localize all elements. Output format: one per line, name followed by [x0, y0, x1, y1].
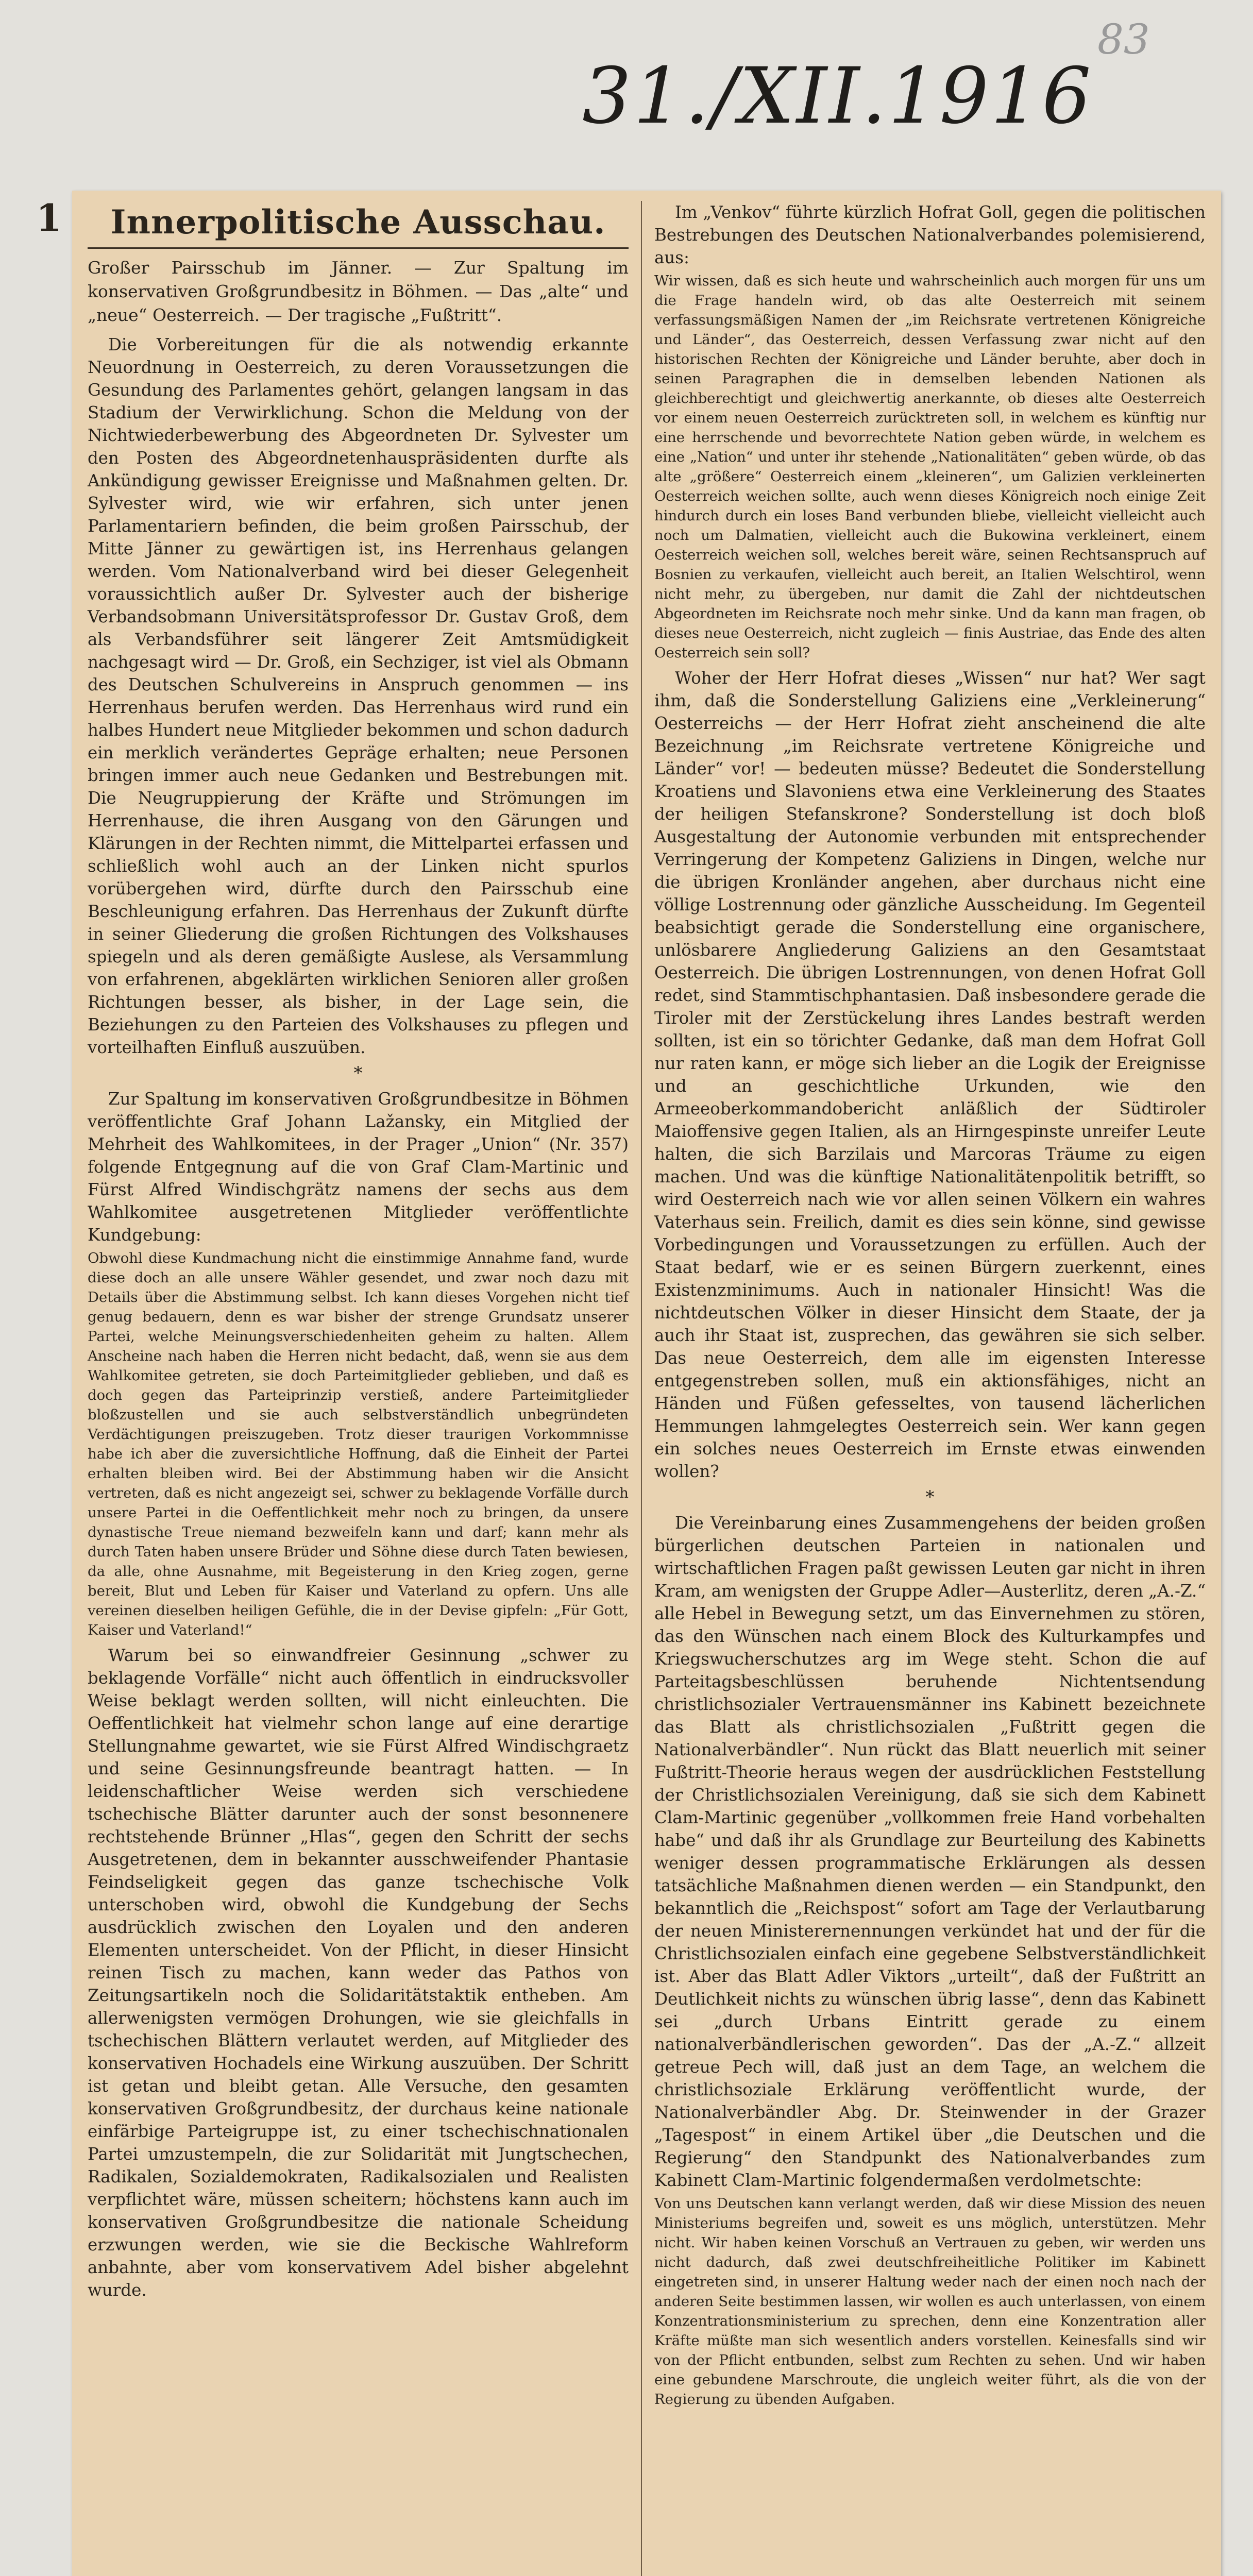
archive-page-number: 83 [1097, 15, 1150, 63]
paragraph-hofrat-wissen: Woher der Herr Hofrat dieses „Wissen“ nur hat? Wer sagt ihm, daß die Sonderstellung Galiziens eine „Verkleinerung“ Oesterreichs — der Herr Hofrat zieht anscheinend die alte Bezeichnung „im Reichsrate vertretene Königreiche und Länder“ vor! — bedeuten müsse? Bedeutet die Sonderstellung Kroatiens und Slavoniens etwa eine Verkleinerung des Staates der heiligen Stefanskrone? Sonderstellung ist doch bloß Ausgestaltung der Autonomie verbunden mit entsprechender Verringerung der Kompetenz Galiziens in Dingen, welche nur die übrigen Kronländer angehen, aber durchaus nicht eine völlige Lostrennung oder gänzliche Ausscheidung. Im Gegenteil beabsichtigt gerade die Sonderstellung eine organischere, unlösbarere Angliederung Galiziens an den Gesamtstaat Oesterreich. Die übrigen Lostrennungen, von denen Hofrat Goll redet, sind Stammtischphantasien. Daß insbesondere gerade die Tiroler mit der Zerstückelung ihres Landes bestraft werden sollten, ist ein so törichter Gedanke, daß man dem Hofrat Goll nur raten kann, er möge sich lieber an die Logik der Ereignisse und an geschichtliche Urkunden, wie den Armeeoberkommandobericht anläßlich der Südtiroler Maioffensive gegen Italien, als an Hirngespinste unreifer Leute halten, die sich Barzilais und Marcoras Träume zu eigen machen. Und was die künftige Nationalitätenpolitik betrifft, so wird Oesterreich nach wie vor allen seinen Völkern ein wahres Vaterhaus sein. Freilich, damit es dies sein könne, sind gewisse Vorbedingungen und Voraussetzungen zu erfüllen. Auch der Staat bedarf, wie er es seinen Bürgern zuerkennt, eines Existenzminimums. Auch in nationaler Hinsicht! Was die nichtdeutschen Völker in dieser Hinsicht dem Staate, der ja auch ihr Staat ist, zusprechen, das gewähren sie sich selber. Das neue Oesterreich, dem alle im eigensten Interesse entgegenstreben sollen, muß ein aktionsfähiges, nicht an Händen und Füßen gefesseltes, von tausend lächerlichen Hemmungen lahmgelegtes Oesterreich sein. Wer kann gegen ein solches neues Oesterreich im Ernste etwas einwenden wollen? [654, 668, 1206, 1481]
quote-lazansky: Obwohl diese Kundmachung nicht die einstimmige Annahme fand, wurde diese doch an alle unsere Wähler gesendet, und zwar noch dazu mit Details über die Abstimmung selbst. Ich kann dieses Vorgehen nicht tief genug bedauern, denn es war bisher der strenge Grundsatz unserer Partei, welche Meinungsverschiedenheiten geheim zu halten. Allem Anscheine nach haben die Herren nicht bedacht, daß, wenn sie aus dem Wahlkomitee getreten, sie doch Parteimitglieder geblieben, und daß es doch gegen das Parteiprinzip verstieß, andere Parteimitglieder bloßzustellen und sie auch selbstverständlich unbegründeten Verdächtigungen preiszugeben. Trotz dieser traurigen Vorkommnisse habe ich aber die zuversichtliche Hoffnung, daß die Einheit der Partei erhalten bleiben wird. Bei der Abstimmung haben wir die Ansicht vertreten, daß es nicht angezeigt sei, schwer zu beklagende Vorfälle durch unsere Partei in die Oeffentlichkeit mehr noch zu bringen, da unsere dynastische Treue niemand bezweifeln kann und darf; kann mehr als durch Taten haben unsere Brüder und Söhne diese durch Taten bewiesen, da alle, ohne Ausnahme, mit Begeisterung in den Krieg zogen, gerne bereit, Blut und Leben für Kaiser und Vaterland zu opfern. Uns alle vereinen dieselben heiligen Gefühle, die in der Devise gipfeln: „Für Gott, Kaiser und Vaterland!“ [88, 1250, 629, 1638]
newspaper-clipping-main [72, 191, 1221, 2576]
paragraph-pairsschub: Die Vorbereitungen für die als notwendig erkannte Neuordnung in Oesterreich, zu deren Voraussetzungen die Gesundung des Parlamentes gehört, gelangen langsam in das Stadium der Verwirklichung. Schon die Meldung von der Nichtwiederbewerbung des Abgeordneten Dr. Sylvester um den Posten des Abgeordnetenhauspräsidenten durfte als Ankündigung gewisser Ereignisse und Maßnahmen gelten. Dr. Sylvester wird, wie wir erfahren, sich unter jenen Parlamentariern befinden, die beim großen Pairsschub, der Mitte Jänner zu gewärtigen ist, ins Herrenhaus gelangen werden. Vom Nationalverband wird bei dieser Gelegenheit voraussichtlich außer Dr. Sylvester auch der bisherige Verbandsobmann Universitätsprofessor Dr. Gustav Groß, dem als Verbandsführer seit längerer Zeit Amtsmüdigkeit nachgesagt wird — Dr. Groß, ein Sechziger, ist viel als Obmann des Deutschen Schulvereins in Anspruch genommen — ins Herrenhaus berufen werden. Das Herrenhaus wird rund ein halbes Hundert neue Mitglieder bekommen und schon dadurch ein merklich verändertes Gepräge erhalten; neue Personen bringen immer auch neue Gedanken und Bestrebungen mit. Die Neugruppierung der Kräfte und Strömungen im Herrenhause, die ihren Ausgang von den Gärungen und Klärungen in der Rechten nimmt, die Mittelpartei erfassen und schließlich wohl auch an der Linken nicht spurlos vorübergehen wird, dürfte durch den Pairsschub eine Beschleunigung erfahren. Das Herrenhaus der Zukunft dürfte in seiner Gliederung die großen Richtungen des Volkshauses spiegeln und als deren gemäßigte Auslese, als Versammlung von erfahrenen, abgeklärten wirklichen Senioren aller großen Richtungen besser, als bisher, in der Lage sein, die Beziehungen zu den Parteien des Volkshauses zu pflegen und vorteilhaften Einfluß auszuüben. [88, 335, 629, 1057]
article-headline: Innerpolitische Ausschau. [110, 203, 606, 242]
paragraph-beklagende-vorfaelle: Warum bei so einwandfreier Gesinnung „schwer zu beklagende Vorfälle“ nicht auch öffentlich in eindrucksvoller Weise beklagt werden sollten, will nicht einleuchten. Die Oeffentlichkeit hat vielmehr schon lange auf eine derartige Stellungnahme gewartet, wie sie Fürst Alfred Windischgraetz und seine Gesinnungsfreunde beantragt hatten. — In leidenschaftlicher Weise werden sich verschiedene tschechische Blätter darunter auch der sonst besonnenere rechtstehende Brünner „Hlas“, gegen den Schritt der sechs Ausgetretenen, dem in bekannter ausschweifender Phantasie Feindseligkeit gegen das ganze tschechische Volk unterschoben wird, obwohl die Kundgebung der Sechs ausdrücklich zwischen den Loyalen und den anderen Elementen unterscheidet. Von der Pflicht, in dieser Hinsicht reinen Tisch zu machen, kann weder das Pathos von Zeitungsartikeln noch die Solidaritätstaktik entheben. Am allerwenigsten vermögen Drohungen, wie sie gleichfalls in tschechischen Blättern verlautet werden, auf Mitglieder des konservativen Hochadels eine Wirkung auszuüben. Der Schritt ist getan und bleibt getan. Alle Versuche, den gesamten konservativen Großgrundbesitz, der durchaus keine nationale einfärbige Parteigruppe ist, zu einer tschechischnationalen Partei umzustempeln, die zur Solidarität mit Jungtschechen, Radikalen, Sozialdemokraten, Radikalsozialen und Realisten verpflichtet wäre, müssen scheitern; höchstens kann auch im konservativen Großgrundbesitze die nationale Scheidung erzwungen werden, wie sie die Beckische Wahlreform anbahnte, aber vom konservativem Adel bisher abgelehnt wurde. [88, 1646, 629, 2300]
column-divider [641, 201, 642, 2576]
quote-goll: Wir wissen, daß es sich heute und wahrscheinlich auch morgen für uns um die Frage handeln wird, ob das alte Oesterreich mit seinem verfassungsmäßigen Namen der „im Reichsrate vertretenen Königreiche und Länder“, das Oesterreich, dessen Verfassung zwar nicht auf den historischen Rechten der Königreiche und Länder beruhte, aber doch in seinen Paragraphen die in demselben lebenden Nationen als gleichberechtigt und gleichwertig anerkannte, ob dieses alte Oesterreich vor einem neuen Oesterreich zurücktreten soll, in welchem es künftig nur eine herrschende und bevorrechtete Nation geben würde, in welchem es eine „Nation“ und unter ihr stehende „Nationalitäten“ geben würde, ob das alte „größere“ Oesterreich einem „kleineren“, um Galizien verkleinerten Oesterreich weichen sollte, auch wenn dieses Königreich noch einige Zeit hindurch durch ein loses Band verbunden bliebe, vielleicht vielleicht auch noch um Dalmatien, vielleicht auch die Bukowina verkleinert, einem Oesterreich weichen soll, welches bereit wäre, seinen Rechtsanspruch auf Bosnien zu verkaufen, vielleicht auch bereit, an Italien Welschtirol, wenn nicht mehr, zu übergeben, nur damit die Zahl der nichtdeutschen Abgeordneten im Reichsrate noch mehr sinke. Und da kann man fragen, ob dieses neue Oesterreich, nicht zugleich — finis Austriae, das Ende des alten Oesterreich sein soll? [654, 273, 1206, 661]
section-star: * [925, 1487, 935, 1507]
left-column [88, 201, 629, 2301]
paragraph-vereinbarung: Die Vereinbarung eines Zusammengehens der beiden großen bürgerlichen deutschen Parteien in nationalen und wirtschaftlichen Fragen paßt gewissen Leuten gar nicht in ihren Kram, am wenigsten der Gruppe Adler—Austerlitz, deren „A.-Z.“ alle Hebel in Bewegung setzt, um das Einvernehmen zu stören, das den Wünschen nach einem Block des Kulturkampfes und Kriegswucherschutzes arg im Wege steht. Schon die auf Parteitagsbeschlüssen beruhende Nichtentsendung christlichsozialer Vertrauensmänner ins Kabinett bezeichnete das Blatt als christlichsozialen „Fußtritt gegen die Nationalverbändler“. Nun rückt das Blatt neuerlich mit seiner Fußtritt-Theorie heraus wegen der ausdrücklichen Feststellung der Christlichsozialen Vereinigung, daß sie sich dem Kabinett Clam-Martinic gegenüber „vollkommen freie Hand vorbehalten habe“ und daß ihr als Grundlage zur Beurteilung des Kabinetts weniger dessen programmatische Erklärungen als dessen tatsächliche Maßnahmen dienen werden — ein Standpunkt, den bekanntlich die „Reichspost“ sofort am Tage der Verlautbarung der neuen Ministerernennungen verkündet hat und der für die Christlichsozialen einfach eine gegebene Selbstverständlichkeit ist. Aber das Blatt Adler Viktors „urteilt“, daß der Fußtritt an Deutlichkeit nichts zu wünschen übrig lasse“, denn das Kabinett sei „durch Urbans Eintritt gerade zu einem nationalverbändlerischen geworden“. Das der „A.-Z.“ allzeit getreue Pech will, daß just an dem Tage, an welchem die christlichsoziale Erklärung veröffentlicht wurde, der Nationalverbändler Abg. Dr. Steinwender in der Grazer „Tagespost“ in einem Artikel über „die Deutschen und die Regierung“ den Standpunkt des Nationalverbandes zum Kabinett Clam-Martinic folgendermaßen verdolmetschte: [654, 1513, 1206, 2190]
margin-mark: 1 [36, 196, 62, 240]
right-column [654, 201, 1206, 2413]
headline-rule [88, 247, 629, 249]
quote-steinwender: Von uns Deutschen kann verlangt werden, daß wir diese Mission des neuen Ministeriums begreifen und, soweit es uns möglich, unterstützen. Mehr nicht. Wir haben keinen Vorschuß an Vertrauen zu geben, wir werden uns nicht dadurch, daß zwei deutschfreiheitliche Politiker im Kabinett eingetreten sind, in unserer Haltung weder nach der einen noch nach der anderen Seite bestimmen lassen, wir wollen es auch unterlassen, von einem Konzentrationsministerium zu sprechen, denn eine Konzentration aller Kräfte müßte man sich wesentlich anders vorstellen. Keinesfalls sind wir von der Pflicht entbunden, selbst zum Rechten zu sehen. Und wir haben eine gebundene Marschroute, die ungleich weiter führt, als die von der Regierung zu übenden Aufgaben. [654, 2195, 1206, 2408]
paragraph-venkov: Im „Venkov“ führte kürzlich Hofrat Goll, gegen die politischen Bestrebungen des Deutschen Nationalverbandes polemisierend, aus: [654, 202, 1206, 267]
article-summary: Großer Pairsschub im Jänner. — Zur Spaltung im konservativen Großgrundbesitz in Böhmen. — Das „alte“ und „neue“ Oesterreich. — Der tragische „Fußtritt“. [88, 258, 629, 325]
paragraph-grossgrundbesitz: Zur Spaltung im konservativen Großgrundbesitze in Böhmen veröffentlichte Graf Johann Lažansky, ein Mitglied der Mehrheit des Wahlkomitees, in der Prager „Union“ (Nr. 357) folgende Entgegnung auf die von Graf Clam-Martinic und Fürst Alfred Windischgrätz namens der sechs aus dem Wahlkomitee ausgetretenen Mitglieder veröffentlichte Kundgebung: [88, 1089, 629, 1245]
section-star: * [353, 1063, 363, 1083]
handwritten-date: 31./XII.1916 [582, 52, 1093, 141]
